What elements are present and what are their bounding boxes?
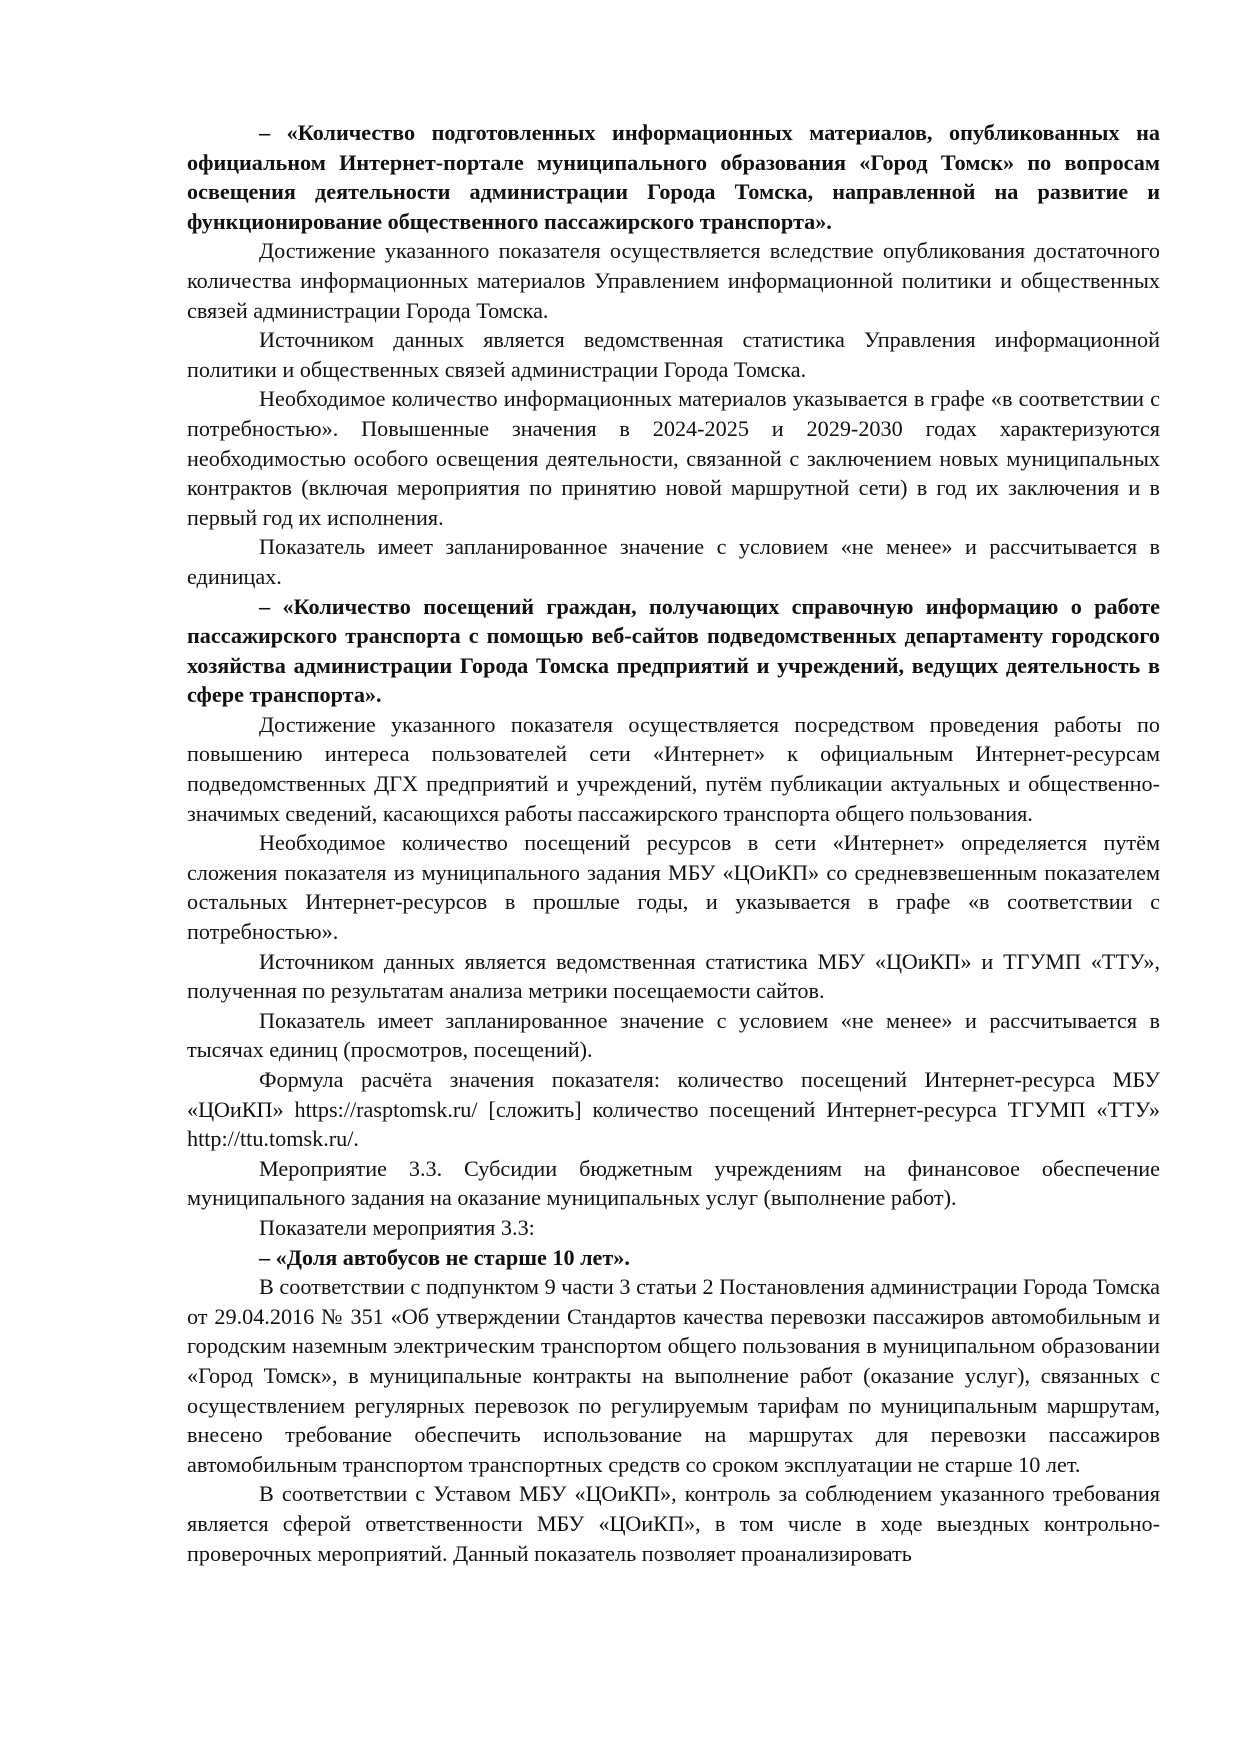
paragraph-achievement-info-materials: Достижение указанного показателя осуществляется вследствие опубликования достаточного количества информационных материалов Управлением информационной политики и общественных связей администрации Города Томска.: [187, 238, 1160, 323]
indicator-heading-bus-age: – «Доля автобусов не старше 10 лет».: [259, 1244, 630, 1270]
paragraph-required-visits: Необходимое количество посещений ресурсов в сети «Интернет» определяется путём сложения показателя из муниципального задания МБУ «ЦОиКП» со средневзвешенным показателем остальных Интернет-ресурсов в прошлые годы, и указывается в графе «в соответствии с потребностью».: [187, 830, 1160, 945]
indicator-heading-website-visits: – «Количество посещений граждан, получающих справочную информацию о работе пассажирского транспорта с помощью веб-сайтов подведомственных департаменту городского хозяйства администрации Города Томска предприятий и учреждений, ведущих деятельность в сфере транспорта».: [187, 593, 1160, 708]
paragraph-charter-control: В соответствии с Уставом МБУ «ЦОиКП», контроль за соблюдением указанного требования является сферой ответственности МБУ «ЦОиКП», в том числе в ходе выездных контрольно-проверочных мероприятий. Данный показатель позволяет проанализировать: [187, 1481, 1160, 1566]
paragraph-data-source-visits: Источником данных является ведомственная статистика МБУ «ЦОиКП» и ТГУМП «ТТУ», полученная по результатам анализа метрики посещаемости сайтов.: [187, 948, 1160, 1004]
indicator-heading-info-materials: – «Количество подготовленных информационных материалов, опубликованных на официальном Интернет-портале муниципального образования «Город Томск» по вопросам освещения деятельности администрации Города Томска, направленной на развитие и функционирование общественного пассажирского транспорта».: [187, 120, 1160, 234]
paragraph-formula: Формула расчёта значения показателя: количество посещений Интернет-ресурса МБУ «ЦОиКП» https://rasptomsk.ru/ [сложить] количество посещений Интернет-ресурса ТГУМП «ТТУ» http://ttu.tomsk.ru/.: [187, 1067, 1160, 1152]
paragraph-planned-value-units: Показатель имеет запланированное значение с условием «не менее» и рассчитывается в единицах.: [187, 534, 1160, 589]
paragraph-regulation-reference: В соответствии с подпунктом 9 части 3 статьи 2 Постановления администрации Города Томска от 29.04.2016 № 351 «Об утверждении Стандартов качества перевозки пассажиров автомобильным и городским наземным электрическим транспортом общего пользования в муниципальном образовании «Город Томск», в муниципальные контракты на выполнение работ (оказание услуг), связанных с осуществлением регулярных перевозок по регулируемым тарифам по муниципальным маршрутам, внесено требование обеспечить использование на маршрутах для перевозки пассажиров автомобильным транспортом транспортных средств со сроком эксплуатации не старше 10 лет.: [187, 1274, 1160, 1477]
paragraph-data-source-info-materials: Источником данных является ведомственная статистика Управления информационной политики и общественных связей администрации Города Томска.: [187, 327, 1160, 382]
paragraph-measure-3-3: Мероприятие 3.3. Субсидии бюджетным учреждениям на финансовое обеспечение муниципального задания на оказание муниципальных услуг (выполнение работ).: [187, 1155, 1160, 1211]
paragraph-planned-value-thousands: Показатель имеет запланированное значение с условием «не менее» и рассчитывается в тысячах единиц (просмотров, посещений).: [187, 1007, 1160, 1063]
paragraph-required-quantity: Необходимое количество информационных материалов указывается в графе «в соответствии с потребностью». Повышенные значения в 2024-2025 и 2029-2030 годах характеризуются необходимостью особого освещения деятельности, связанной с заключением новых муниципальных контрактов (включая мероприятия по принятию новой маршрутной сети) в год их заключения и в первый год их исполнения.: [187, 386, 1160, 530]
paragraph-achievement-website-visits: Достижение указанного показателя осуществляется посредством проведения работы по повышению интереса пользователей сети «Интернет» к официальным Интернет-ресурсам подведомственных ДГХ предприятий и учреждений, путём публикации актуальных и общественно-значимых сведений, касающихся работы пассажирского транспорта общего пользования.: [187, 711, 1160, 826]
paragraph-measure-3-3-indicators: Показатели мероприятия 3.3:: [259, 1214, 535, 1240]
